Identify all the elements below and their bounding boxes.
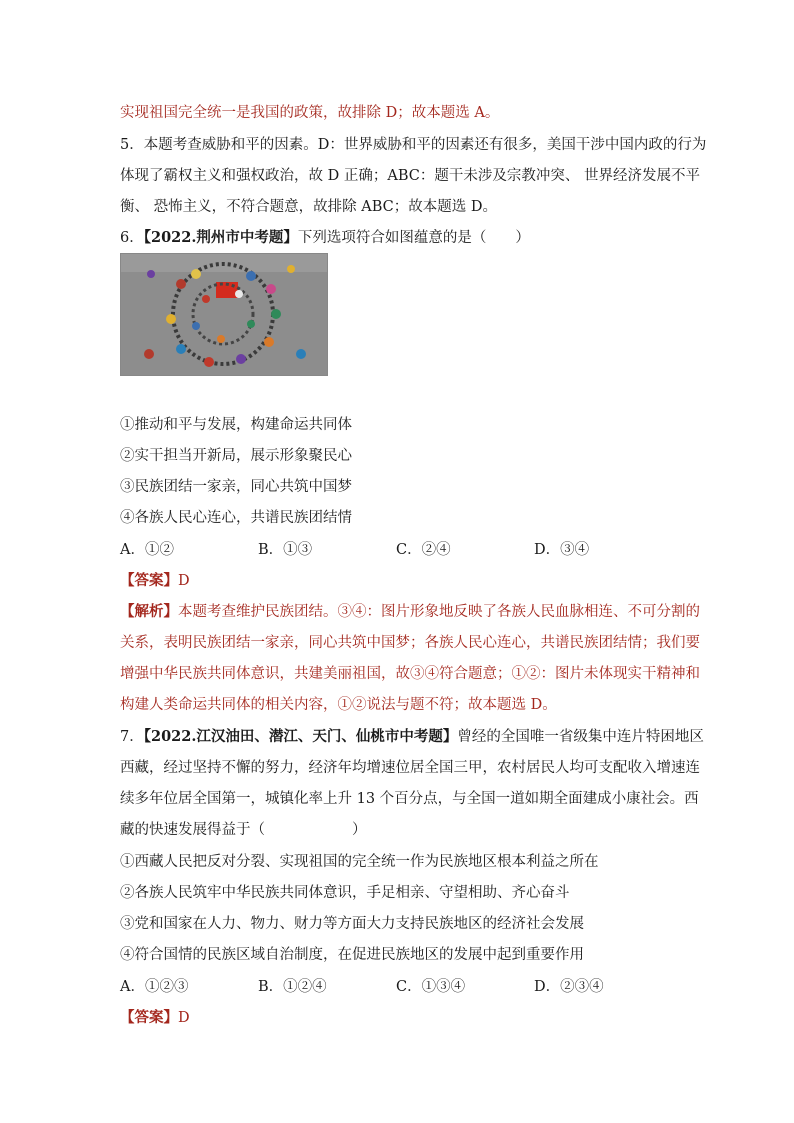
q6-option-a: A．①② — [120, 542, 174, 558]
q6-stem-text: 下列选项符合如图蕴意的是（ ） — [297, 230, 530, 246]
q7-statement-1: ①西藏人民把反对分裂、实现祖国的完全统一作为民族地区根本利益之所在 — [120, 854, 599, 870]
q7-source: 【2022.江汉油田、潜江、天门、仙桃市中考题】 — [143, 728, 458, 745]
q6-statement-3: ③民族团结一家亲，同心共筑中国梦 — [120, 479, 352, 495]
q5-line-3: 衡、 恐怖主义，不符合题意，故排除 ABC；故本题选 D。 — [120, 199, 497, 215]
q6-analysis-text-1: 本题考查维护民族团结。③④：图片形象地反映了各族人民血脉相连、不可分割的 — [178, 604, 700, 620]
q7-answer — [120, 1008, 190, 1028]
q6-analysis-line-1 — [120, 602, 700, 622]
q6-analysis-line-4: 构建人类命运共同体的相关内容，①②说法与题不符；故本题选 D。 — [120, 697, 557, 713]
q6-statement-4: ④各族人民心连心，共谱民族团结情 — [120, 510, 352, 526]
q6-answer-value: D — [178, 573, 190, 589]
q5-line-1: 5．本题考查威胁和平的因素。D：世界威胁和平的因素还有很多，美国干涉中国内政的行为 — [120, 137, 707, 153]
q6-answer-tag: 【答案】 — [120, 572, 178, 589]
q7-stem-first: 曾经的全国唯一省级集中连片特困地区 — [457, 729, 704, 745]
q7-stem-line-1 — [120, 727, 704, 747]
q7-statement-4: ④符合国情的民族区域自治制度，在促进民族地区的发展中起到重要作用 — [120, 947, 584, 963]
q7-option-c: C．①③④ — [396, 979, 466, 995]
q6-analysis-line-2: 关系，表明民族团结一家亲，同心共筑中国梦；各族人民心连心，共谱民族团结情；我们要 — [120, 635, 700, 651]
q7-stem-line-4: 藏的快速发展得益于（ ） — [120, 822, 367, 838]
q5-line-2: 体现了霸权主义和强权政治，故 D 正确；ABC：题干未涉及宗教冲突、 世界经济发展不平 — [120, 168, 700, 184]
q6-analysis-line-3: 增强中华民族共同体意识，共建美丽祖国，故③④符合题意；①②：图片未体现实干精神和 — [120, 666, 700, 682]
q7-statement-3: ③党和国家在人力、物力、财力等方面大力支持民族地区的经济社会发展 — [120, 916, 584, 932]
q7-number: 7． — [120, 729, 144, 745]
q7-statement-2: ②各族人民筑牢中华民族共同体意识，手足相亲、守望相助、齐心奋斗 — [120, 885, 570, 901]
q6-answer — [120, 571, 190, 591]
q7-stem-line-3: 续多年位居全国第一，城镇化率上升 13 个百分点，与全国一道如期全面建成小康社会。西 — [120, 791, 699, 807]
q6-stem — [120, 228, 530, 248]
q7-stem-line-2: 西藏，经过坚持不懈的努力，经济年均增速位居全国三甲，农村居民人均可支配收入增速连 — [120, 760, 700, 776]
q7-option-d: D．②③④ — [534, 979, 604, 995]
q6-source: 【2022.荆州市中考题】 — [143, 229, 298, 246]
q7-answer-tag: 【答案】 — [120, 1009, 178, 1026]
q6-statement-2: ②实干担当开新局，展示形象聚民心 — [120, 448, 352, 464]
q7-answer-value: D — [178, 1010, 190, 1026]
q7-option-a: A．①②③ — [120, 979, 189, 995]
q6-analysis-tag: 【解析】 — [120, 603, 178, 620]
q7-option-b: B．①②④ — [258, 979, 327, 995]
q6-number: 6． — [120, 230, 144, 246]
ethnic-unity-photo — [120, 253, 328, 376]
q6-option-d: D．③④ — [534, 542, 590, 558]
q6-option-c: C．②④ — [396, 542, 451, 558]
q6-statement-1: ①推动和平与发展，构建命运共同体 — [120, 417, 352, 433]
q4-conclusion: 实现祖国完全统一是我国的政策，故排除 D；故本题选 A。 — [120, 105, 500, 121]
q6-option-b: B．①③ — [258, 542, 313, 558]
